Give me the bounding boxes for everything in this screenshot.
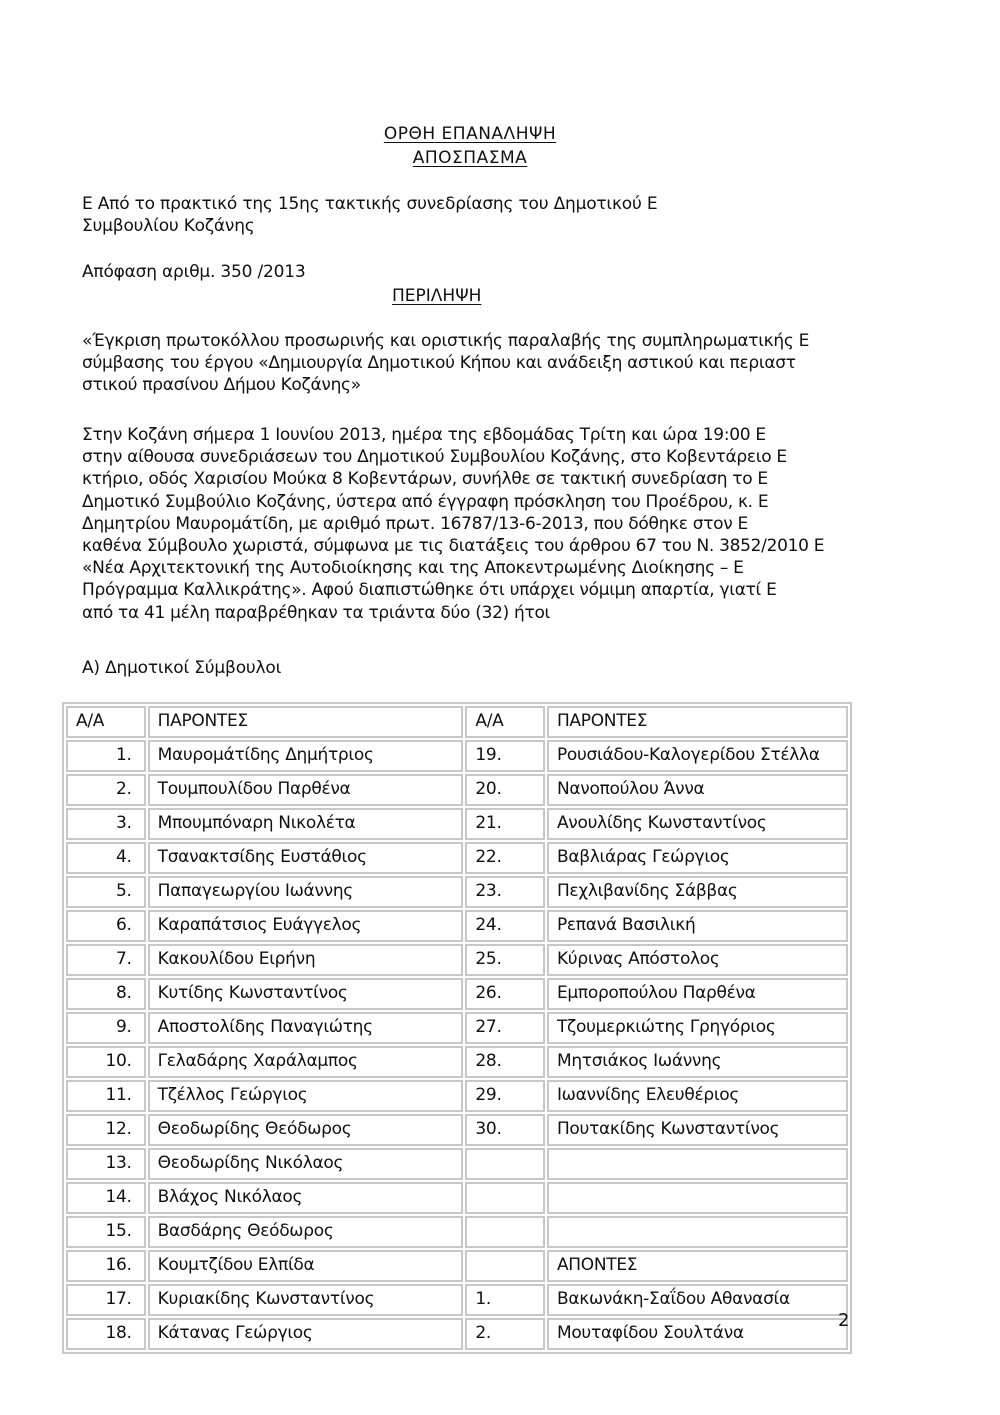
- table-row: [66, 1148, 848, 1180]
- member-name-left: Καραπάτσιος Ευάγγελος: [148, 910, 464, 942]
- table-row: [66, 978, 848, 1010]
- member-number-left: 10.: [66, 1046, 146, 1078]
- member-number-right: 22.: [465, 842, 545, 874]
- body-line: Δημοτικό Συμβούλιο Κοζάνης, ύστερα από έγγραφη πρόσκληση του Προέδρου, κ. Ε: [82, 491, 769, 512]
- member-name-left: Θεοδωρίδης Νικόλαος: [148, 1148, 464, 1180]
- member-number-right: 29.: [465, 1080, 545, 1112]
- member-number-right: 2.: [465, 1318, 545, 1350]
- body-line: στην αίθουσα συνεδριάσεων του Δημοτικού Συμβουλίου Κοζάνης, στο Κοβεντάρειο Ε: [82, 447, 787, 468]
- table-row: [66, 740, 848, 772]
- summary-heading: ΠΕΡΙΛΗΨΗ: [392, 286, 482, 306]
- member-number-right: 30.: [465, 1114, 545, 1146]
- member-name-right: Ρουσιάδου-Καλογερίδου Στέλλα: [547, 740, 848, 772]
- member-name-left: Αποστολίδης Παναγιώτης: [148, 1012, 464, 1044]
- header-present-left: ΠΑΡΟΝΤΕΣ: [148, 706, 464, 738]
- table-row: [66, 808, 848, 840]
- document-title: [0, 124, 940, 144]
- table-row: [66, 1318, 848, 1350]
- table-row: [66, 1114, 848, 1146]
- member-number-left: 7.: [66, 944, 146, 976]
- body-line: Δημητρίου Μαυρομάτίδη, με αριθμό πρωτ. 16787/13-6-2013, που δόθηκε στον Ε: [82, 513, 749, 534]
- member-name-left: Κακουλίδου Ειρήνη: [148, 944, 464, 976]
- table-row: [66, 1012, 848, 1044]
- member-name-left: Γελαδάρης Χαράλαμπος: [148, 1046, 464, 1078]
- subject-line: στικού πρασίνου Δήμου Κοζάνης»: [82, 375, 361, 396]
- member-number-right: 24.: [465, 910, 545, 942]
- table-row: [66, 842, 848, 874]
- subject-line: «Έγκριση πρωτοκόλλου προσωρινής και οριστικής παραλαβής της συμπληρωματικής Ε: [82, 331, 810, 351]
- member-number-right: [465, 1148, 545, 1180]
- subject-line: σύμβασης του έργου «Δημιουργία Δημοτικού Κήπου και ανάδειξη αστικού και περιαστ: [82, 353, 796, 374]
- subject-paragraph: [82, 330, 882, 397]
- table-header-row: [66, 706, 848, 738]
- member-name-left: Κυτίδης Κωνσταντίνος: [148, 978, 464, 1010]
- member-name-right: Πουτακίδης Κωνσταντίνος: [547, 1114, 848, 1146]
- member-number-left: 17.: [66, 1284, 146, 1316]
- body-line: από τα 41 μέλη παραβρέθηκαν τα τριάντα δύο (32) ήτοι: [82, 602, 551, 623]
- member-number-right: 19.: [465, 740, 545, 772]
- member-name-left: Μπουμπόναρη Νικολέτα: [148, 808, 464, 840]
- member-name-right: Ρεπανά Βασιλική: [547, 910, 848, 942]
- member-name-left: Τζέλλος Γεώργιος: [148, 1080, 464, 1112]
- member-name-left: Τουμπουλίδου Παρθένα: [148, 774, 464, 806]
- member-number-left: 18.: [66, 1318, 146, 1350]
- member-number-left: 12.: [66, 1114, 146, 1146]
- table-row: [66, 1080, 848, 1112]
- member-name-left: Κάτανας Γεώργιος: [148, 1318, 464, 1350]
- member-name-right: Μητσιάκος Ιωάννης: [547, 1046, 848, 1078]
- member-name-right: Ιωαννίδης Ελευθέριος: [547, 1080, 848, 1112]
- table-row: [66, 876, 848, 908]
- member-number-left: 15.: [66, 1216, 146, 1248]
- member-name-right: Κύρινας Απόστολος: [547, 944, 848, 976]
- member-number-left: 1.: [66, 740, 146, 772]
- member-number-left: 13.: [66, 1148, 146, 1180]
- member-name-right: Βακωνάκη-Σαΐδου Αθανασία: [547, 1284, 848, 1316]
- member-number-right: 26.: [465, 978, 545, 1010]
- body-paragraph: [82, 424, 882, 624]
- member-number-right: 28.: [465, 1046, 545, 1078]
- body-line: Στην Κοζάνη σήμερα 1 Ιουνίου 2013, ημέρα της εβδομάδας Τρίτη και ώρα 19:00 Ε: [82, 425, 766, 445]
- header-aa-left: Α/Α: [66, 706, 146, 738]
- table-row: [66, 1250, 848, 1282]
- member-number-right: 25.: [465, 944, 545, 976]
- member-name-right: Εμποροπούλου Παρθένα: [547, 978, 848, 1010]
- member-name-right: [547, 1182, 848, 1214]
- member-number-left: 11.: [66, 1080, 146, 1112]
- member-name-left: Μαυρομάτίδης Δημήτριος: [148, 740, 464, 772]
- member-name-right: Νανοπούλου Άννα: [547, 774, 848, 806]
- member-name-right: ΑΠΟΝΤΕΣ: [547, 1250, 848, 1282]
- body-line: κτήριο, οδός Χαρισίου Μούκα 8 Κοβεντάρων, συνήλθε σε τακτική συνεδρίαση το Ε: [82, 469, 768, 490]
- intro-line-1: Ε Από το πρακτικό της 15ης τακτικής συνεδρίασης του Δημοτικού Ε: [82, 194, 658, 214]
- member-name-left: Θεοδωρίδης Θεόδωρος: [148, 1114, 464, 1146]
- member-number-right: [465, 1182, 545, 1214]
- header-present-right: ΠΑΡΟΝΤΕΣ: [547, 706, 848, 738]
- member-name-left: Τσανακτσίδης Ευστάθιος: [148, 842, 464, 874]
- member-name-right: Μουταφίδου Σουλτάνα: [547, 1318, 848, 1350]
- page-number: 2: [838, 1310, 850, 1331]
- member-name-left: Κυριακίδης Κωνσταντίνος: [148, 1284, 464, 1316]
- member-number-left: 9.: [66, 1012, 146, 1044]
- table-row: [66, 1216, 848, 1248]
- member-number-right: 1.: [465, 1284, 545, 1316]
- member-name-left: Παπαγεωργίου Ιωάννης: [148, 876, 464, 908]
- members-table: [62, 702, 852, 1354]
- body-line: καθένα Σύμβουλο χωριστά, σύμφωνα με τις διατάξεις του άρθρου 67 του Ν. 3852/2010 Ε: [82, 536, 825, 557]
- member-number-right: 21.: [465, 808, 545, 840]
- member-name-right: Τζουμερκιώτης Γρηγόριος: [547, 1012, 848, 1044]
- members-heading: Α) Δημοτικοί Σύμβουλοι: [82, 658, 282, 678]
- member-name-right: Ανουλίδης Κωνσταντίνος: [547, 808, 848, 840]
- intro-line-2: Συμβουλίου Κοζάνης: [82, 216, 255, 236]
- table-row: [66, 1046, 848, 1078]
- member-number-left: 4.: [66, 842, 146, 874]
- member-name-left: Βλάχος Νικόλαος: [148, 1182, 464, 1214]
- member-name-right: [547, 1216, 848, 1248]
- member-name-left: Κουμτζίδου Ελπίδα: [148, 1250, 464, 1282]
- member-name-right: [547, 1148, 848, 1180]
- member-name-right: Πεχλιβανίδης Σάββας: [547, 876, 848, 908]
- member-number-left: 3.: [66, 808, 146, 840]
- body-line: Πρόγραμμα Καλλικράτης». Αφού διαπιστώθηκε ότι υπάρχει νόμιμη απαρτία, γιατί Ε: [82, 580, 777, 601]
- decision-number: Απόφαση αριθμ. 350 /2013: [82, 262, 306, 282]
- document-subtitle: [0, 148, 940, 168]
- member-number-right: 27.: [465, 1012, 545, 1044]
- member-number-left: 14.: [66, 1182, 146, 1214]
- table-row: [66, 1284, 848, 1316]
- header-aa-right: Α/Α: [465, 706, 545, 738]
- table-row: [66, 1182, 848, 1214]
- member-name-right: Βαβλιάρας Γεώργιος: [547, 842, 848, 874]
- table-row: [66, 774, 848, 806]
- table-row: [66, 910, 848, 942]
- member-number-left: 16.: [66, 1250, 146, 1282]
- title-line-1: ΟΡΘΗ ΕΠΑΝΑΛΗΨΗ: [383, 124, 557, 144]
- member-number-right: [465, 1216, 545, 1248]
- title-line-2: ΑΠΟΣΠΑΣΜΑ: [412, 148, 528, 168]
- member-number-left: 5.: [66, 876, 146, 908]
- table-row: [66, 944, 848, 976]
- member-number-left: 2.: [66, 774, 146, 806]
- member-number-left: 8.: [66, 978, 146, 1010]
- member-name-left: Βασδάρης Θεόδωρος: [148, 1216, 464, 1248]
- member-number-right: 20.: [465, 774, 545, 806]
- member-number-right: 23.: [465, 876, 545, 908]
- member-number-left: 6.: [66, 910, 146, 942]
- body-line: «Νέα Αρχιτεκτονική της Αυτοδιοίκησης και της Αποκεντρωμένης Διοίκησης – Ε: [82, 558, 744, 579]
- member-number-right: [465, 1250, 545, 1282]
